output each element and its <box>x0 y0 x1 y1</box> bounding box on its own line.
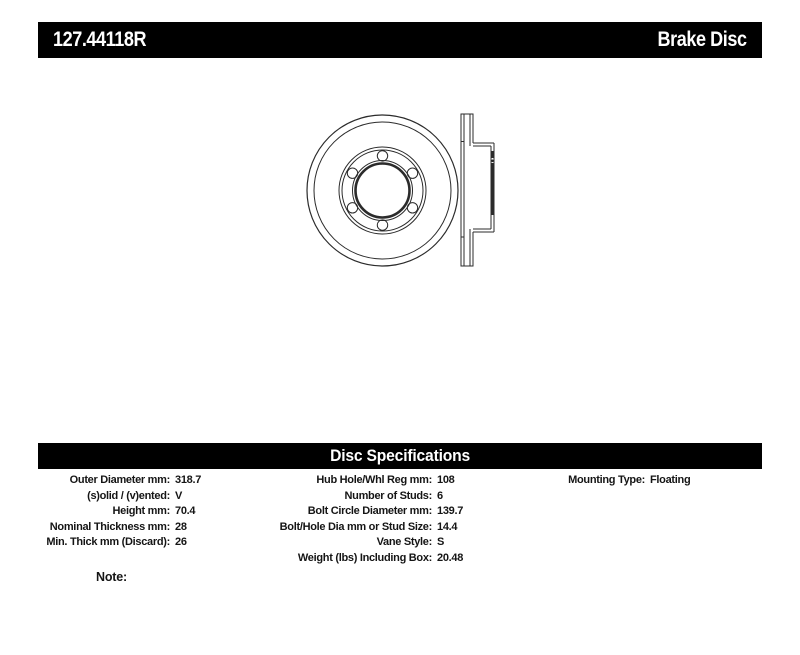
spec-label: Bolt Circle Diameter mm: <box>307 505 432 518</box>
spec-label: Bolt/Hole Dia mm or Stud Size: <box>279 520 432 533</box>
spec-value: V <box>175 489 183 502</box>
spec-section-bar <box>38 443 762 469</box>
spec-value: 70.4 <box>175 505 196 518</box>
spec-row-outer-diameter <box>20 474 201 490</box>
spec-value: 26 <box>175 536 187 549</box>
spec-row-height <box>20 505 201 521</box>
spec-row-nominal-thickness <box>20 521 201 537</box>
spec-label: Min. Thick mm (Discard): <box>46 536 170 549</box>
spec-value: 108 <box>437 474 455 486</box>
spec-section-title: Disc Specifications <box>330 446 470 465</box>
spec-label: Number of Studs: <box>344 489 432 502</box>
spec-label: Height mm: <box>112 505 170 518</box>
spec-column-left <box>20 474 201 552</box>
spec-row-mounting-type <box>498 474 690 490</box>
spec-value: 28 <box>175 520 187 533</box>
spec-value: 318.7 <box>175 474 202 486</box>
spec-row-bolt-hole-dia <box>248 521 463 537</box>
hub-bore-circle <box>356 164 410 218</box>
spec-column-right <box>498 474 690 490</box>
spec-label: Mounting Type: <box>568 474 645 486</box>
note-label: Note: <box>96 570 127 584</box>
spec-row-weight <box>248 552 463 568</box>
spec-label: (s)olid / (v)ented: <box>87 489 170 502</box>
spec-label: Vane Style: <box>376 536 432 549</box>
spec-label: Hub Hole/Whl Reg mm: <box>316 474 432 486</box>
spec-label: Nominal Thickness mm: <box>49 520 170 533</box>
spec-row-solid-vented <box>20 490 201 506</box>
spec-label: Outer Diameter mm: <box>69 474 170 486</box>
product-type-title: Brake Disc <box>657 28 747 51</box>
spec-row-min-thick <box>20 536 201 552</box>
brake-disc-front-view <box>307 115 458 266</box>
spec-label: Weight (lbs) Including Box: <box>297 551 432 564</box>
spec-value: 6 <box>437 489 443 502</box>
header-bar <box>38 22 762 58</box>
spec-value: 14.4 <box>437 520 458 533</box>
spec-value: S <box>437 536 445 549</box>
spec-value: 20.48 <box>437 551 464 564</box>
spec-value: Floating <box>650 474 691 486</box>
spec-row-vane-style <box>248 536 463 552</box>
spec-row-bolt-circle-diameter <box>248 505 463 521</box>
brake-disc-technical-drawing <box>290 100 505 280</box>
part-number: 127.44118R <box>53 28 147 51</box>
spec-value: 139.7 <box>437 505 464 518</box>
spec-column-middle <box>248 474 463 568</box>
spec-row-number-of-studs <box>248 490 463 506</box>
brake-disc-cross-section <box>461 114 495 266</box>
spec-row-hub-hole <box>248 474 463 490</box>
